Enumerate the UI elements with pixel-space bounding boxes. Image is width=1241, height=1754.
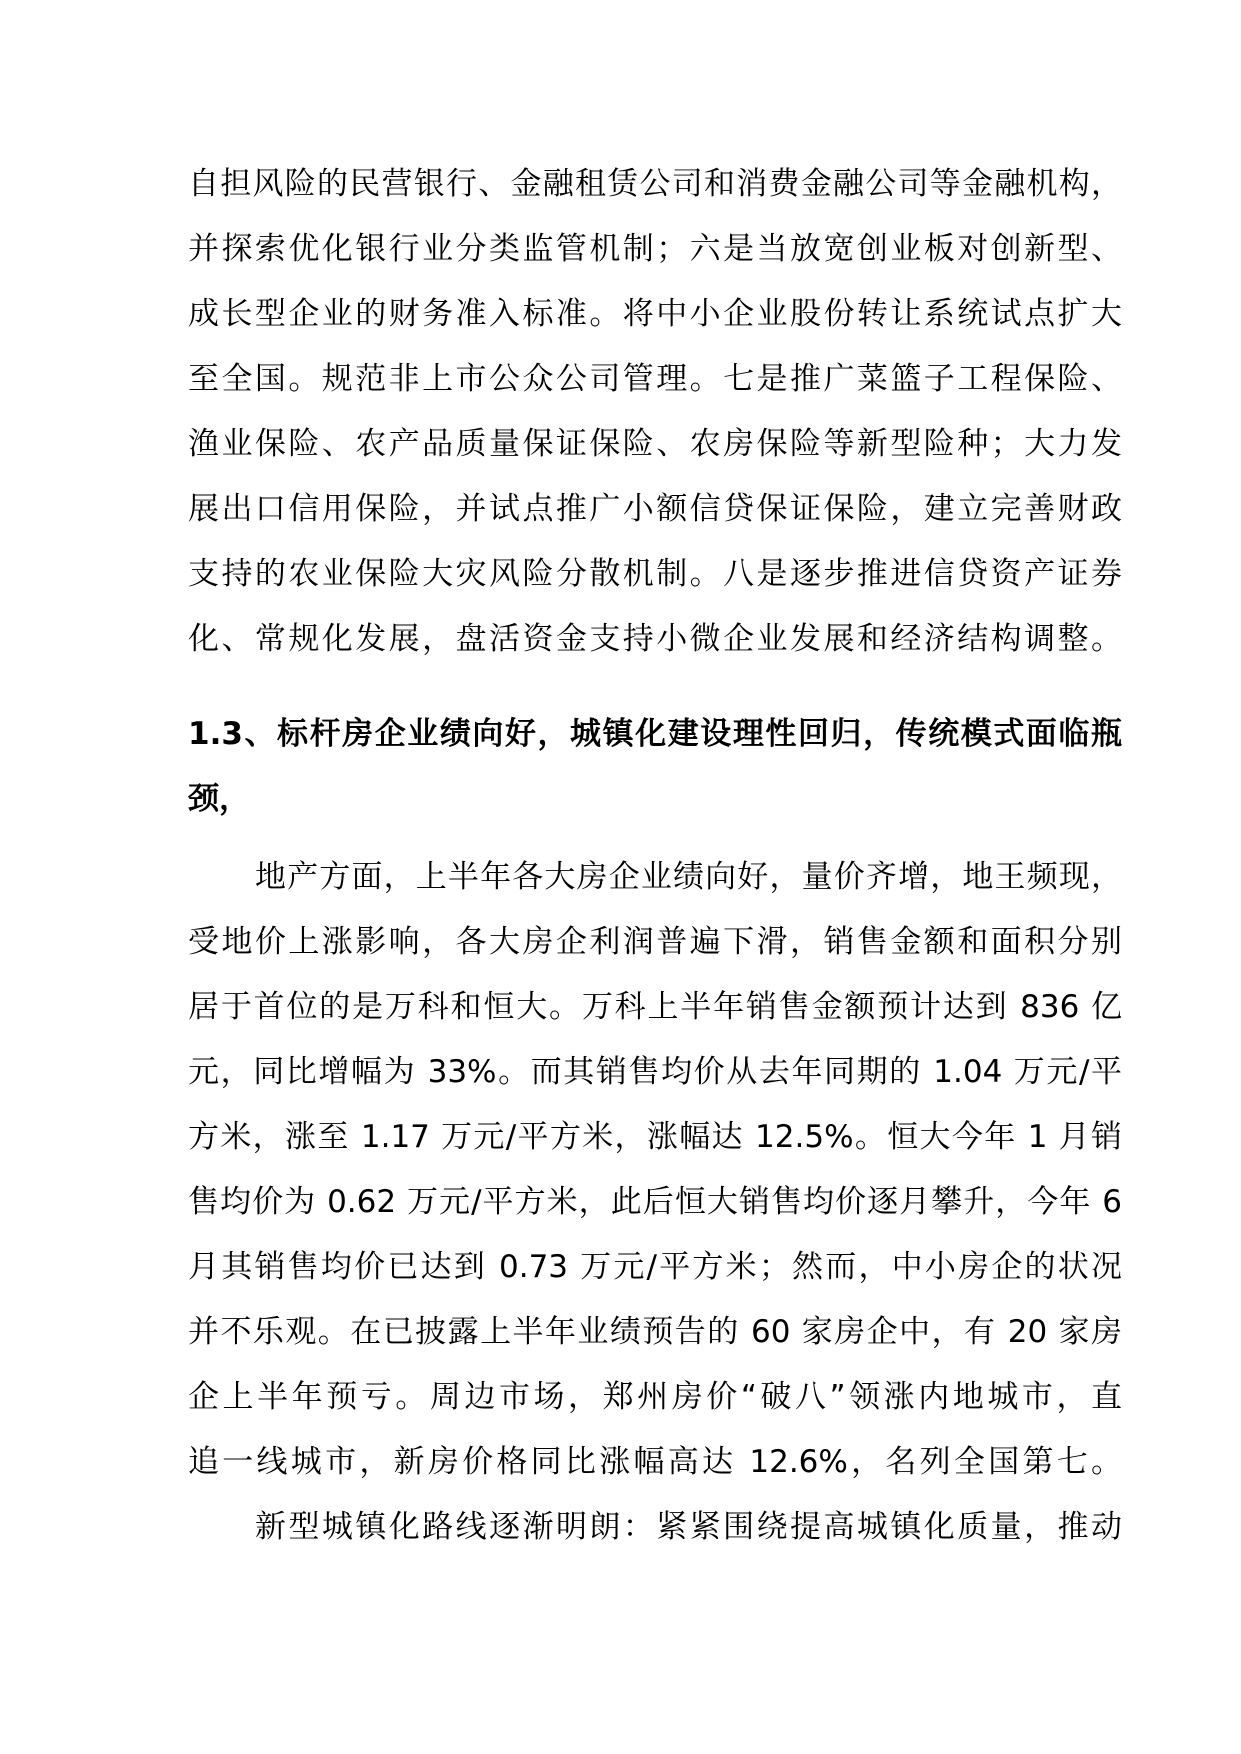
paragraph-line: 自担风险的民营银行、金融租赁公司和消费金融公司等金融机构， — [188, 166, 1122, 202]
paragraph-line: 方米，涨至 1.17 万元/平方米，涨幅达 12.5%。恒大今年 1 月销 — [188, 1119, 1122, 1155]
paragraph-line: 新型城镇化路线逐渐明朗：紧紧围绕提高城镇化质量，推动 — [255, 1509, 1122, 1545]
paragraph-line: 地产方面，上半年各大房企业绩向好，量价齐增，地王频现， — [255, 859, 1122, 895]
paragraph-line: 售均价为 0.62 万元/平方米，此后恒大销售均价逐月攀升，今年 6 — [188, 1184, 1122, 1220]
paragraph-line: 展出口信用保险，并试点推广小额信贷保证保险，建立完善财政 — [188, 491, 1122, 527]
section-heading-line: 颈， — [188, 781, 250, 817]
paragraph — [188, 1495, 1122, 1560]
paragraph-line: 月其销售均价已达到 0.73 万元/平方米；然而，中小房企的状况 — [188, 1249, 1122, 1285]
paragraph-line: 并探索优化银行业分类监管机制；六是当放宽创业板对创新型、 — [188, 231, 1122, 267]
paragraph-line: 企上半年预亏。周边市场，郑州房价“破八”领涨内地城市，直 — [188, 1379, 1122, 1415]
paragraph-line: 居于首位的是万科和恒大。万科上半年销售金额预计达到 836 亿 — [188, 989, 1122, 1025]
paragraph-line: 追一线城市，新房价格同比涨幅高达 12.6%，名列全国第七。 — [188, 1444, 1122, 1480]
paragraph-line: 元，同比增幅为 33%。而其销售均价从去年同期的 1.04 万元/平 — [188, 1054, 1122, 1090]
paragraph-line: 并不乐观。在已披露上半年业绩预告的 60 家房企中，有 20 家房 — [188, 1314, 1122, 1350]
paragraph-line: 受地价上涨影响，各大房企利润普遍下滑，销售金额和面积分别 — [188, 924, 1122, 960]
paragraph-line: 支持的农业保险大灾风险分散机制。八是逐步推进信贷资产证券 — [188, 556, 1122, 592]
paragraph-line: 至全国。规范非上市公众公司管理。七是推广菜篮子工程保险、 — [188, 361, 1122, 397]
paragraph-line: 成长型企业的财务准入标准。将中小企业股份转让系统试点扩大 — [188, 296, 1122, 332]
section-heading — [188, 702, 1122, 832]
paragraph-line: 渔业保险、农产品质量保证保险、农房保险等新型险种；大力发 — [188, 426, 1122, 462]
section-heading-line: 1.3、标杆房企业绩向好，城镇化建设理性回归，传统模式面临瓶 — [188, 716, 1122, 752]
paragraph-line: 化、常规化发展，盘活资金支持小微企业发展和经济结构调整。 — [188, 621, 1122, 657]
paragraph — [188, 152, 1122, 672]
paragraph — [188, 845, 1122, 1495]
